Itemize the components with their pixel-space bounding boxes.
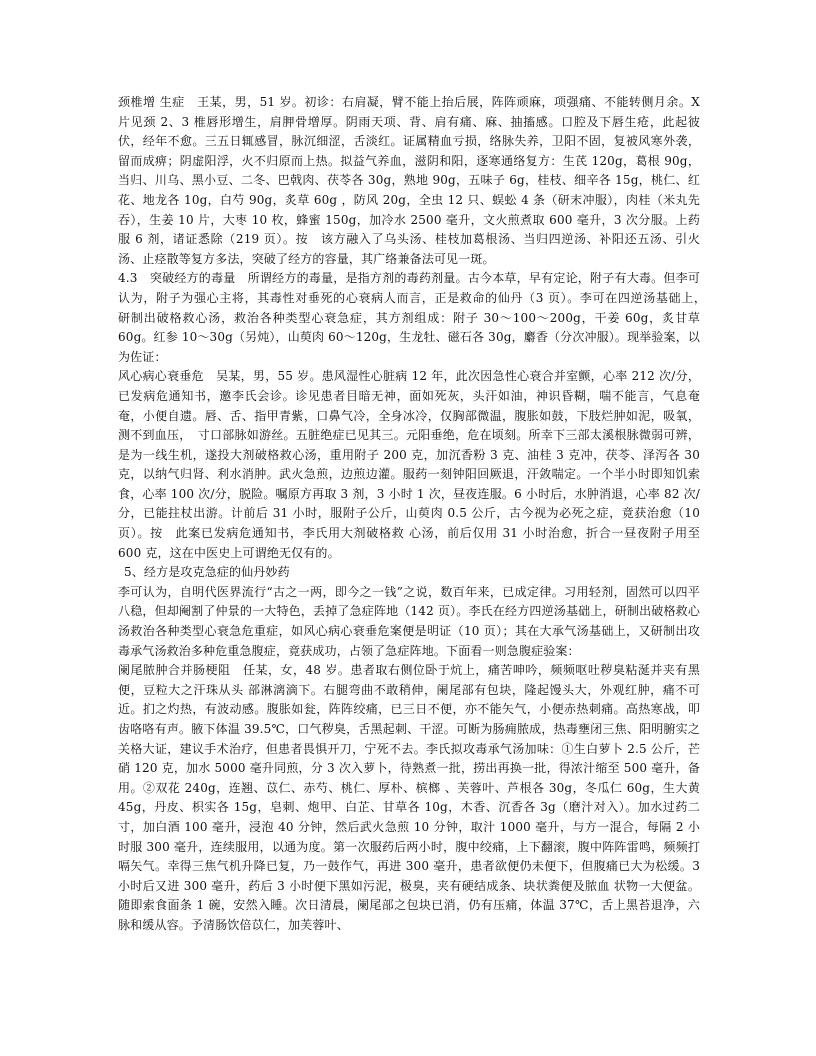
intro-paragraph-acute: 李可认为，自明代医界流行“古之一两，即今之一钱”之说，数百年来，已成定律。习用轻剂，固然可以四平八稳，但却阉割了仲景的一大特色，丢掉了急症阵地（142 页）。李氏在经方四逆汤基础上，研制出破格救心汤救治各种类型心衰急危重症，如风心病心衰垂危案便是明证（10 页）；其在大承气汤基础上，又研制出攻毒承气汤救治多种危重急腹症，竟获成功，占领了急症阵地。下面看一则急腹症验案： [118,584,700,658]
section-heading-4-3: 4.3 突破经方的毒量 所谓经方的毒量，是指方剂的毒药剂量。古今本草，早有定论，附子有大毒。但李可认为，附子为强心主将，其毒性对垂死的心衰病人而言，正是救命的仙丹（3 页）。李可在四逆汤基础上， 研制出破格救心汤，救治各种类型心衰急症，其方剂组成：附子 30～100～200g，干姜 60g，炙甘草 60g。红参 10～30g（另炖），山萸肉 60～120g，生龙牡、磁石各 30g，麝香（分次冲服）。现举验案，以为佐证： [118,271,713,364]
case-paragraph-cervical: 颈椎增 生症 王某，男，51 岁。初诊：右肩凝，臂不能上抬后展，阵阵顽麻，项强痛、不能转侧月余。X 片见颈 2、3 椎唇形增生，肩胛骨增厚。阴雨天项、背、肩有痛、麻、抽搐感。口腔及下唇生疮，此起彼伏，经年不愈。三五日辄感冒，脉沉细涩，舌淡红。证属精血亏损，络脉失养，卫阳不固，复被风寒外袭，留而成痹；阴虚阳浮，火不归原而上热。拟益气养血，滋阴和阳，逐寒通络复方：生芪 120g，葛根 90g，当归、川乌、黑小豆、二冬、巴戟肉、茯苓各 30g，熟地 90g，五味子 6g，桂枝、细辛各 15g，桃仁、红花、地龙各 10g，白芍 90g，炙草 60g ，防风 20g，全虫 12 只、蜈蚣 4 条（研末冲服），肉桂（米丸先吞），生姜 10 片，大枣 10 枚，蜂蜜 150g，加冷水 2500 毫升，文火煎煮取 600 毫升，3 次分服。上药服 6 剂，诸证悉除（219 页）。按 该方融入了乌头汤、桂枝加葛根汤、当归四逆汤、补阳还五汤、引火汤、止痉散等复方多法，突破了经方的容量，其广络兼备法可见一斑。 [118,95,700,266]
document-body [118,93,713,936]
case-paragraph-appendix: 阑尾脓肿合并肠梗阻 任某，女，48 岁。患者取右侧位卧于炕上，痛苦呻吟，频频呕吐秽臭粘涎并夹有黑便，豆粒大之汗珠从头 部淋漓滴下。右腿弯曲不敢稍伸，阑尾部有包块，隆起馒头大，外观红肿，痛不可近。扪之灼热，有波动感。腹胀如瓮，阵阵绞痛，已三日不便，亦不能矢气，小便赤热刺痛。高热寒战，叩齿咯咯有声。腋下体温 39.5℃，口气秽臭，舌黑起刺、干涩。可断为肠痈脓成，热毒壅闭三焦、阳明腑实之关格大证，建议手术治疗，但患者畏惧开刀，宁死不去。李氏拟攻毒承气汤加味：①生白萝卜 2.5 公斤，芒硝 120 克，加水 5000 毫升同煎，分 3 次入萝卜，待熟煮一批，捞出再换一批，得浓汁缩至 500 毫升，备用。②双花 240g，连翘、苡仁、赤芍、桃仁、厚朴、槟榔 、芙蓉叶、芦根各 30g，冬瓜仁 60g，生大黄 45g，丹皮、枳实各 15g，皂刺、炮甲、白芷、甘草各 10g，木香、沉香各 3g（磨汁对入）。加水过药二寸，加白酒 100 毫升，浸泡 40 分钟，然后武火急煎 10 分钟，取汁 1000 毫升，与方一混合，每隔 2 小时服 300 毫升，连续服用，以通为度。第一次服药后两小时，腹中绞痛，上下翻滚，腹中阵阵雷鸣，频频打嗝矢气。幸得三焦气机升降已复，乃一鼓作气，再进 300 毫升，患者欲便仍未便下，但腹痛已大为松缓。3 小时后又进 300 毫升，药后 3 小时便下黑如污泥，极臭，夹有硬结成条、块状粪便及脓血 状物一大便盆。随即索食面条 1 碗，安然入睡。次日清晨，阑尾部之包块已消，仍有压痛，体温 37℃，舌上黑苔退净，六脉和缓从容。予清肠饮倍苡仁，加芙蓉叶、 [118,663,700,932]
section-heading-5: 5、经方是攻克急症的仙丹妙药 [124,565,290,580]
case-paragraph-heart-failure: 风心病心衰垂危 吴某，男，55 岁。患风湿性心脏病 12 年，此次因急性心衰合并室颤，心率 212 次/分，已发病危通知书，邀李氏会诊。诊见患者目暗无神，面如死灰，头汗如油，神识昏糊，喘不能言，气息奄奄，小便自遗。唇、舌、指甲青紫，口鼻气冷，全身冰冷，仅胸部微温，腹胀如鼓，下肢烂肿如泥，吸氧，测不到血压， 寸口部脉如游丝。五脏绝症已见其三。元阳垂绝，危在顷刻。所幸下三部太溪根脉微弱可辨，是为一线生机，遂投大剂破格救心汤，重用附子 200 克，加沉香粉 3 克、油桂 3 克冲，茯苓、泽泻各 30 克，以纳气归肾、利水消肿。武火急煎，边煎边灌。服药一刻钟阳回厥退，汗敛喘定。一个半小时即知饥索食，心率 100 次/分，脱险。嘱原方再取 3 剂，3 小时 1 次，昼夜连服。6 小时后，水肿消退，心率 82 次/分，已能拄杖出游。计前后 31 小时，服附子公斤，山萸肉 0.5 公斤，古今视为必死之症，竟获治愈（10 页）。按 此案已发病危通知书，李氏用大剂破格救 心汤，前后仅用 31 小时治愈，折合一昼夜附子用至 600 克，这在中医史上可谓绝无仅有的。 [118,369,700,560]
